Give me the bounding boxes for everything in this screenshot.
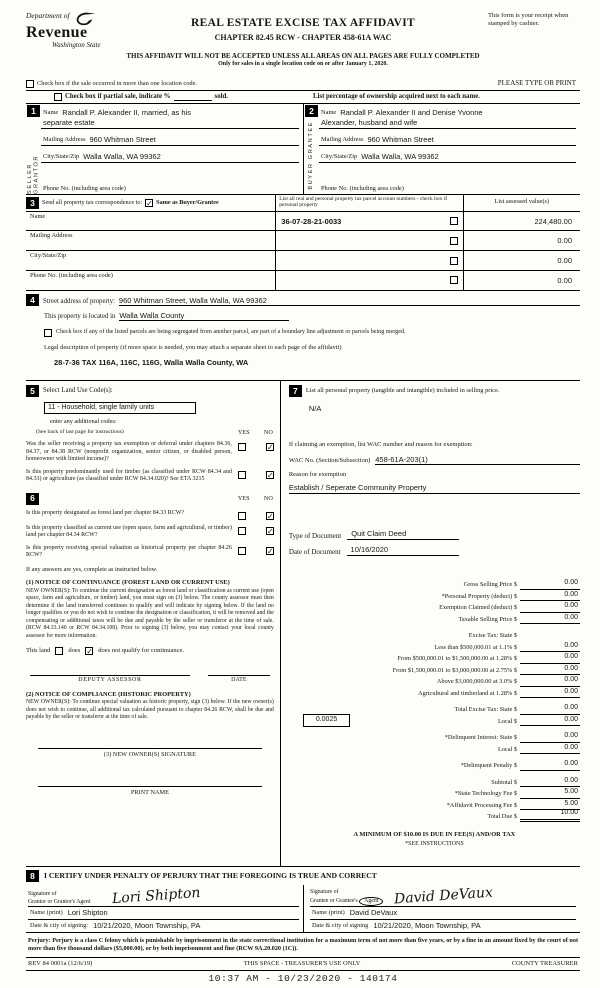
correspondence-mailing-field[interactable]: Mailing Address (26, 230, 275, 250)
exemption-claim-label: If claiming an exemption, list WAC number and reason for exemption: (288, 440, 473, 448)
partial-sale-label: Check box if partial sale, indicate % (65, 92, 171, 100)
tier-4-value[interactable]: 0.00 (520, 676, 580, 686)
does-not-label: does not qualify for continuance. (98, 647, 185, 655)
new-owner-signature-line[interactable]: (3) NEW OWNER(S) SIGNATURE (38, 748, 262, 759)
partial-sale-row (26, 90, 580, 103)
assessed-value[interactable]: 0.00 (557, 275, 572, 285)
grantor-sig-label: Signature of (28, 891, 57, 898)
segregated-checkbox[interactable] (44, 329, 52, 337)
subtotal-label: Subtotal $ (491, 778, 517, 786)
perjury-body: Perjury is a class C felony which is punishable by imprisonment in the state correctional institution for a maximum term of not more than five years, or by a fine in an amount fixed by the court of not more than five thousand dollars ($5,000.00), or by both imprisonment and fine (RCW 9A.20.020 (1C)). (28, 936, 579, 952)
grantee-date-city-value[interactable]: 10/21/2020, Moon Township, PA (373, 920, 481, 930)
grantor-name-print-label: Name (print) (30, 909, 63, 917)
section-8 (26, 867, 580, 933)
taxable-selling-price-value[interactable]: 0.00 (520, 614, 580, 624)
dor-logo (26, 11, 101, 50)
located-county-value[interactable]: Walla Walla County (119, 311, 289, 321)
seller-mailing-value[interactable]: 960 Whitman Street (89, 134, 156, 144)
parcel-row (276, 270, 462, 290)
doc-date-label: Date of Document (288, 547, 341, 556)
affidavit-processing-fee-label: *Affidavit Processing Fee $ (446, 801, 517, 809)
grantor-date-city-value[interactable]: 10/21/2020, Moon Township, PA (93, 920, 201, 930)
exemption-claimed-value[interactable]: 0.00 (520, 602, 580, 612)
assessed-value-row (464, 270, 580, 290)
local-tax-value[interactable]: 0.00 (520, 716, 580, 726)
buyer-grantee-side-label: BUYER GRANTEE (308, 120, 315, 190)
doc-date-value[interactable]: 10/16/2020 (347, 545, 459, 556)
local-rate-box[interactable]: 0.0025 (303, 714, 350, 726)
assessed-value[interactable]: 0.00 (557, 236, 572, 246)
seller-grantor-side-label: SELLER GRANTOR (26, 154, 40, 194)
grantee-name-print-value[interactable]: David DeVaux (349, 907, 398, 917)
form-chapter: CHAPTER 82.45 RCW - CHAPTER 458-61A WAC (214, 32, 392, 42)
receipt-note: This form is your receipt when stamped by cashier. (488, 12, 569, 28)
assessed-value[interactable]: 0.00 (557, 256, 572, 266)
tier-3-value[interactable]: 0.00 (520, 665, 580, 675)
excise-tax-state-label: Excise Tax: State $ (468, 632, 517, 640)
parcel-row (276, 230, 462, 250)
tier-1-label: Less than $500,000.01 at 1.1% $ (434, 643, 517, 651)
assessed-value-row (464, 211, 580, 231)
single-location-note: Only for sales in a single location code on or after January 1, 2020. (218, 61, 388, 68)
total-due-value[interactable]: 10.00 (520, 809, 580, 821)
parties-row (26, 103, 580, 195)
current-use-yes-checkbox[interactable] (238, 527, 246, 535)
seller-name-value[interactable]: Randall P. Alexander II, married, as his (62, 107, 191, 117)
additional-codes-label: enter any additional codes: (50, 418, 117, 426)
tier-3-label: From $1,500,000.01 to $3,000,000.00 at 2.75% $ (392, 666, 517, 674)
deputy-assessor-signature-line[interactable]: DEPUTY ASSESSOR (30, 675, 190, 684)
timber-no-checkbox[interactable]: ✓ (266, 470, 274, 480)
doc-type-value[interactable]: Quit Claim Deed (347, 529, 459, 540)
logo-state-text: Washington State (52, 41, 101, 50)
forest-yes-checkbox[interactable] (238, 512, 246, 520)
logo-dept-text: Department of (26, 11, 70, 20)
question-exemption (26, 441, 274, 464)
historical-yes-checkbox[interactable] (238, 547, 246, 555)
seller-phone-label: Phone No. (including area code) (43, 185, 126, 193)
delinquent-interest-state-value[interactable]: 0.00 (520, 732, 580, 742)
exemption-claimed-label: Exemption Claimed (deduct) $ (439, 604, 517, 612)
excise-tax-state-value (520, 640, 580, 641)
form-rev-number: REV 84 0001a (12/6/19) (28, 959, 93, 967)
treasurer-space-label: THIS SPACE - TREASURER'S USE ONLY (243, 959, 361, 967)
buyer-mailing-value[interactable]: 960 Whitman Street (367, 134, 434, 144)
question-historical (26, 545, 274, 560)
form-header (26, 10, 580, 52)
section-3-number: 3 (26, 197, 39, 209)
located-in-label: This property is located in (44, 312, 116, 320)
section-3 (26, 195, 580, 291)
same-as-buyer-checkbox[interactable]: ✓ (146, 198, 153, 208)
street-address-label: Street address of property: (43, 297, 115, 305)
buyer-name-label: Name (321, 109, 337, 117)
grantor-signature[interactable]: Lori Shipton (111, 884, 201, 908)
section-5-number: 5 (26, 385, 39, 397)
seller-section (26, 104, 303, 194)
yes-header: YES (237, 428, 250, 436)
correspondence-name-field[interactable]: Name (26, 211, 275, 231)
question-exemption-text: Was the seller receiving a property tax exemption or deferral under chapters 84.36, 84.37, or 84.38 RCW (nonprofit organization, senior citizen, or disabled person, homeowner with limited income)? (26, 441, 232, 462)
personal-property-label: List all personal property (tangible and intangible) included in selling price. (305, 386, 500, 394)
does-not-qualify-checkbox[interactable]: ✓ (86, 647, 93, 657)
middle-columns (26, 381, 580, 867)
total-excise-state-value[interactable]: 0.00 (520, 704, 580, 714)
county-treasurer-label: COUNTY TREASURER (511, 959, 578, 967)
local-tax-label: Local $ (497, 717, 517, 725)
send-correspondence-label: Send all property tax correspondence to: (42, 199, 143, 207)
question-timber (26, 469, 274, 484)
assessed-value-row (464, 230, 580, 250)
minimum-due-note: A MINIMUM OF $10.00 IS DUE IN FEE(S) AND/OR TAX (353, 830, 516, 838)
parcel-row (276, 250, 462, 270)
buyer-phone-value[interactable] (408, 193, 574, 194)
seller-mailing-label: Mailing Address (43, 136, 86, 144)
seller-csz-label: City/State/Zip (43, 153, 80, 161)
assessed-values-header: List assessed value(s) (494, 197, 550, 205)
section-7-number: 7 (289, 385, 302, 397)
notice-compliance-title: (2) NOTICE OF COMPLIANCE (HISTORIC PROPERTY) (26, 690, 191, 698)
section-4-number: 4 (26, 294, 39, 306)
reason-exemption-value[interactable]: Establish / Seperate Community Property (289, 483, 580, 494)
no-header: NO (263, 494, 273, 502)
question-current-use-text: Is this property classified as current use (open space, farm and agricultural, or timber) land per chapter 84.34 RCW? (26, 524, 232, 538)
if-any-yes-note: If any answers are yes, complete as instructed below. (26, 565, 158, 573)
question-historical-text: Is this property receiving special valuation as historical property per chapter 84.26 RCW? (26, 544, 232, 558)
question-current-use (26, 525, 274, 540)
state-technology-fee-label: *State Technology Fee $ (454, 790, 517, 798)
section-6-number: 6 (26, 493, 39, 505)
personal-property-deduct-value[interactable]: 0.00 (520, 591, 580, 601)
sold-label: sold. (214, 92, 228, 100)
form-title: REAL ESTATE EXCISE TAX AFFIDAVIT (191, 17, 415, 29)
agricultural-timberland-label: Agricultural and timberland at 1.28% $ (418, 689, 517, 697)
gross-selling-price-value[interactable]: 0.00 (520, 579, 580, 589)
street-address-value[interactable]: 960 Whitman Street, Walla Walla, WA 99362 (119, 296, 580, 306)
delinquent-penalty-label: *Delinquent Penalty $ (460, 762, 517, 770)
current-use-no-checkbox[interactable]: ✓ (266, 526, 274, 536)
assessed-value[interactable]: 224,480.00 (534, 216, 572, 226)
exemption-yes-checkbox[interactable] (238, 443, 246, 451)
grantee-signature[interactable]: David DeVaux (393, 884, 494, 908)
buyer-csz-label: City/State/Zip (321, 153, 358, 161)
form-footer (26, 957, 580, 971)
seller-name-value-2[interactable]: separate estate (43, 117, 95, 127)
certify-statement: I CERTIFY UNDER PENALTY OF PERJURY THAT THE FOREGOING IS TRUE AND CORRECT (44, 871, 377, 881)
seller-csz-value[interactable]: Walla Walla, WA 99362 (83, 151, 161, 161)
delinquent-penalty-value[interactable]: 0.00 (520, 760, 580, 770)
land-use-code-input[interactable]: 11 - Household, single family units (44, 402, 196, 414)
tier-2-label: From $500,000.01 to $1,500,000.00 at 1.28% $ (397, 655, 517, 663)
left-column (26, 381, 281, 866)
subtotal-value[interactable]: 0.00 (520, 777, 580, 787)
yes-header: YES (237, 494, 250, 502)
correspondence-phone-field[interactable]: Phone No. (including area code) (26, 270, 275, 290)
personal-property-checkbox-1[interactable] (450, 217, 458, 225)
section-8-number: 8 (26, 870, 39, 882)
wac-number-label: WAC No. (Section/Subsection) (288, 456, 371, 464)
state-technology-fee-value[interactable]: 5.00 (520, 788, 580, 798)
grantee-signature-block (303, 885, 580, 932)
not-accepted-warning: THIS AFFIDAVIT WILL NOT BE ACCEPTED UNLESS ALL AREAS ON ALL PAGES ARE FULLY COMPLETED (126, 52, 480, 60)
seller-name-label: Name (43, 109, 59, 117)
continuance-qualify-row (26, 647, 274, 655)
grantor-date-city-label: Date & city of signing: (30, 922, 89, 930)
multi-location-checkbox[interactable] (26, 80, 34, 88)
section-2-number: 2 (305, 105, 318, 117)
tax-computation (289, 578, 580, 822)
buyer-section (303, 104, 580, 194)
no-header: NO (263, 428, 273, 436)
does-label: does (68, 647, 81, 655)
section-4 (26, 291, 580, 381)
delinquent-interest-local-value[interactable]: 0.00 (520, 744, 580, 754)
same-as-buyer-label: Same as Buyer/Grantee (156, 199, 219, 207)
top-option-row (26, 71, 580, 88)
notice-continuance-title: (1) NOTICE OF CONTINUANCE (FOREST LAND OR CURRENT USE) (26, 578, 230, 586)
partial-sale-checkbox[interactable] (54, 93, 62, 101)
tier-2-value[interactable]: 0.00 (520, 653, 580, 663)
exemption-no-checkbox[interactable]: ✓ (266, 443, 274, 452)
buyer-csz-value[interactable]: Walla Walla, WA 99362 (361, 151, 439, 161)
segregated-label: Check box if any of the listed parcels are being segregated from another parcel, are part of a boundary line adjustment or parcels being merged. (56, 329, 406, 336)
question-forest-land (26, 510, 274, 520)
buyer-phone-label: Phone No. (including area code) (321, 185, 404, 193)
personal-property-checkbox-4[interactable] (450, 276, 458, 284)
personal-property-checkbox-2[interactable] (450, 237, 458, 245)
gross-selling-price-label: Gross Selling Price $ (463, 581, 517, 589)
question-forest-text: Is this property designated as forest land per chapter 84.33 RCW? (26, 509, 185, 516)
grantor-name-print-value[interactable]: Lori Shipton (67, 907, 108, 917)
section-1-number: 1 (27, 105, 40, 117)
multi-location-label: Check box if the sale occurred in more than one location code. (37, 79, 198, 87)
question-timber-text: Is this property predominantly used for timber (as classified under RCW 84.34 and 84.33) or agriculture (as classified under RCW 84.34.020)? See ETA 3215 (26, 468, 232, 482)
tier-1-value[interactable]: 0.00 (520, 642, 580, 652)
doc-type-label: Type of Document (288, 531, 342, 540)
grantor-sig-label-2: Grantor or Grantor's Agent (28, 898, 91, 905)
grantee-sig-label-2: Grantee or Grantee's (310, 897, 358, 904)
please-type-label: PLEASE TYPE OR PRINT (497, 79, 576, 88)
does-qualify-checkbox[interactable] (55, 647, 63, 655)
affidavit-processing-fee-value[interactable]: 5.00 (520, 800, 580, 810)
tier-4-label: Above $3,000,000.00 at 3.0% $ (436, 678, 517, 686)
grantor-signature-block (26, 885, 303, 932)
print-name-line[interactable]: PRINT NAME (38, 786, 262, 797)
grantee-agent-label: Agent (359, 897, 383, 906)
assessed-value-row (464, 250, 580, 270)
notice-continuance-body: NEW OWNER(S): To continue the current designation as forest land or classification as current use (open space, farm and agriculture, or timber) land, you must sign on (3) below. The county assessor must then determine if the land transferred continues to qualify and will indicate by signing below. If the land no longer qualifies or you do not wish to continue the designation or classification, it will be removed and the compensating or additional taxes will be due and payable by the seller or transferor at the time of sale. (RCW 84.33.140 or RCW 84.34.108). Prior to signing (3) below, you may contact your local county assessor for more information. (26, 587, 274, 639)
deputy-date-line[interactable]: DATE (208, 675, 270, 684)
reason-exemption-label: Reason for exemption (288, 470, 347, 478)
this-land-label: This land (26, 647, 51, 655)
legal-description-label: Legal description of property (if more space is needed, you may attach a separate sheet to each page of the affidavit) (44, 343, 342, 351)
timber-yes-checkbox[interactable] (238, 471, 246, 479)
partial-sale-percent-input[interactable] (174, 93, 212, 101)
seller-phone-value[interactable] (130, 193, 297, 194)
total-due-label: Total Due $ (487, 813, 517, 821)
total-excise-state-label: Total Excise Tax: State $ (454, 706, 517, 714)
delinquent-interest-local-label: Local $ (497, 745, 517, 753)
delinquent-interest-state-label: *Delinquent Interest: State $ (444, 734, 517, 742)
correspondence-csz-field[interactable]: City/State/Zip (26, 250, 275, 270)
personal-property-value[interactable]: N/A (308, 403, 322, 413)
personal-property-checkbox-3[interactable] (450, 257, 458, 265)
grantee-sig-label: Signature of (310, 889, 339, 896)
buyer-name-value[interactable]: Randall P. Alexander II and Denise Yvonne (340, 107, 483, 117)
see-instructions-note: *SEE INSTRUCTIONS (405, 840, 464, 847)
personal-property-deduct-label: *Personal Property (deduct) $ (441, 592, 517, 600)
land-use-label: Select Land Use Code(s): (43, 386, 113, 394)
buyer-mailing-label: Mailing Address (321, 136, 364, 144)
section-7 (281, 381, 580, 866)
perjury-note (26, 937, 580, 953)
parcel-number-value[interactable]: 36-07-28-21-0033 (281, 216, 342, 226)
grantee-date-city-label: Date & city of signing (312, 922, 369, 930)
forest-no-checkbox[interactable]: ✓ (266, 511, 274, 521)
logo-revenue-text: Revenue (26, 24, 88, 41)
agricultural-timberland-value[interactable]: 0.00 (520, 688, 580, 698)
see-back-note: (See back of last page for instructions) (36, 429, 124, 436)
grantee-name-print-label: Name (print) (312, 909, 345, 917)
wac-number-value[interactable]: 458-61A-203(1) (375, 455, 580, 465)
ownership-note: List percentage of ownership acquired next to each name. (313, 92, 480, 100)
parcel-numbers-header: List all real and personal property tax parcel account numbers - check box if personal property (279, 195, 448, 209)
notice-compliance-body: NEW OWNER(S): To continue special valuation as historic property, sign (3) below. If the new owner(s) does not wish to continue, all additional tax calculated pursuant to chapter 84.26 RCW, shall be due and payable by the seller or transferor at the time of sale. (26, 699, 274, 721)
parcel-row (276, 211, 462, 231)
cashier-stamp: 10:37 AM - 10/23/2020 - 140174 (208, 972, 398, 984)
legal-description-value[interactable]: 28-7-36 TAX 116A, 116C, 116G, Walla Walla County, WA (54, 358, 249, 368)
historical-no-checkbox[interactable]: ✓ (266, 546, 274, 556)
buyer-name-value-2[interactable]: Alexander, husband and wife (321, 117, 418, 127)
perjury-label: Perjury: (28, 936, 51, 944)
taxable-selling-price-label: Taxable Selling Price $ (458, 615, 517, 623)
